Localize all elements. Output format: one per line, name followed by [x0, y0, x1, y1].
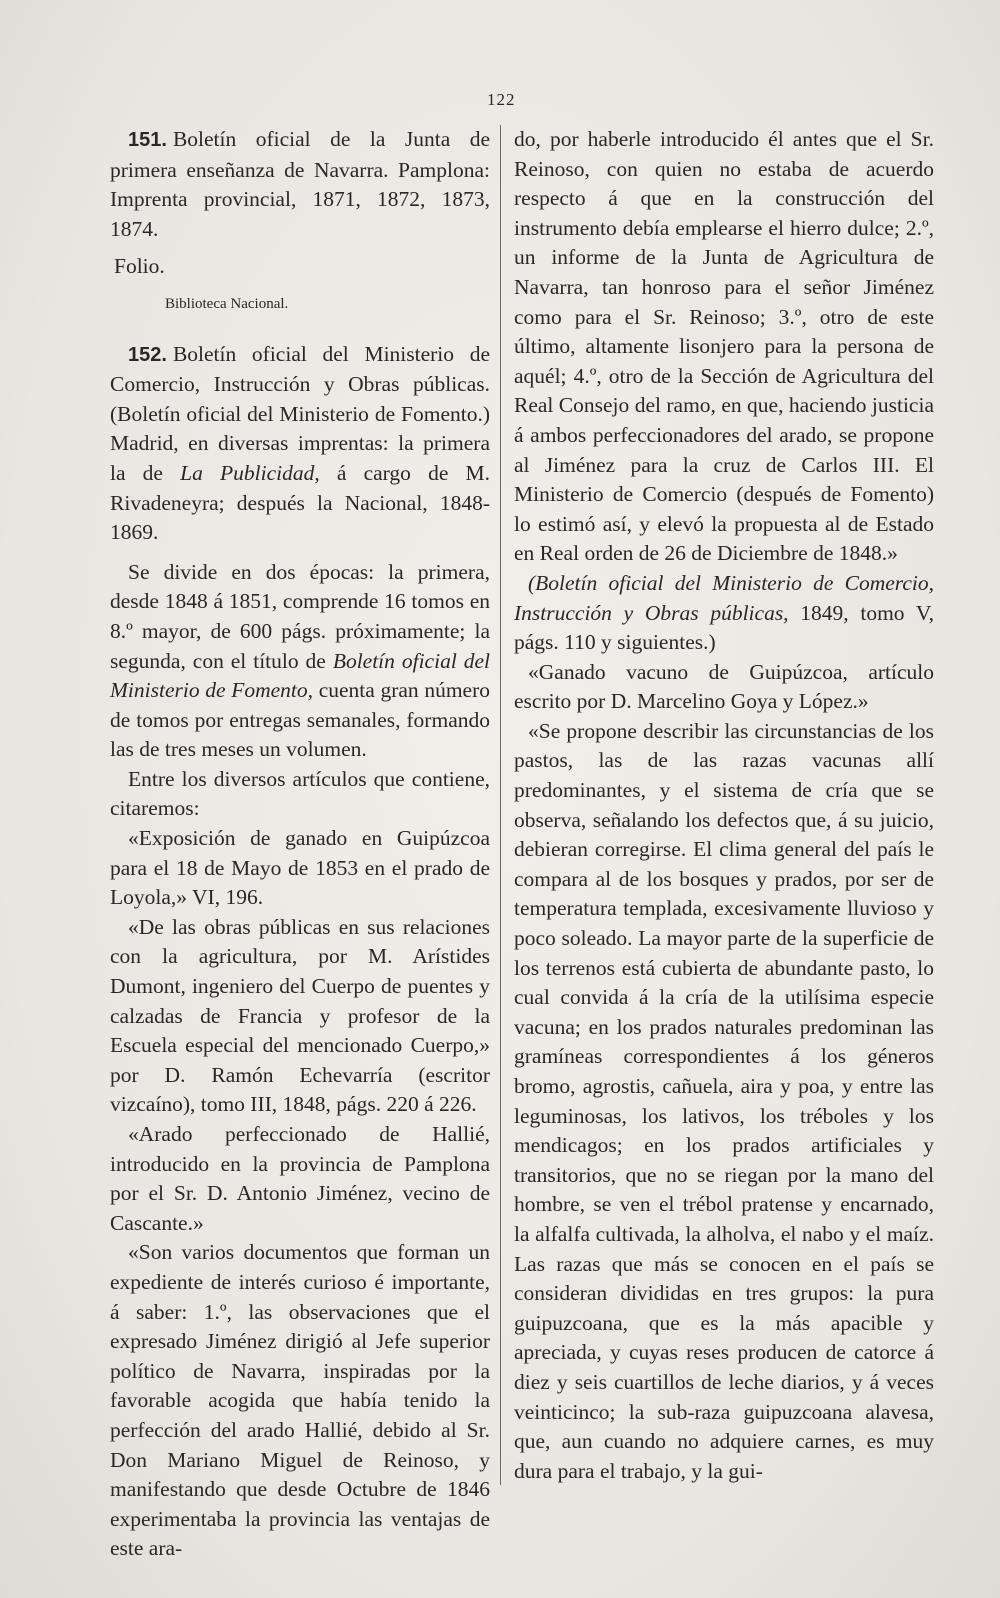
column-divider	[500, 125, 501, 1485]
paragraph: «Son varios documentos que forman un expediente de interés curioso é importante, á saber: 1.º, las observaciones que el expresado Jiménez dirigió al Jefe superior político de Navarra, inspiradas por la favorable acogida que había tenido la perfección del arado Hallié, debido al Sr. Don Mariano Miguel de Reinoso, y manifestando que desde Octubre de 1846 experimentaba la provincia las ventajas de este ara-	[110, 1240, 490, 1561]
paragraph	[514, 569, 934, 658]
right-column	[514, 125, 934, 1486]
entry-number: 152.	[128, 343, 167, 366]
paragraph: Entre los diversos artículos que contiene, citaremos:	[110, 766, 490, 821]
entry-number: 151.	[128, 129, 167, 151]
paragraph: «Ganado vacuno de Guipúzcoa, artículo escrito por D. Marcelino Goya y López.»	[514, 659, 934, 714]
page-number: 122	[487, 90, 516, 109]
paragraph: «Exposición de ganado en Guipúzcoa para el 18 de Mayo de 1853 en el prado de Loyola,» VI, 196.	[110, 826, 490, 910]
entry-title: Boletín oficial del Ministerio de Comercio, Instrucción y Obras públicas. (Boletín oficial del Ministerio de Fomento.) Madrid, en diversas imprentas: la primera la de	[110, 341, 490, 485]
paragraph: do, por haberle introducido él antes que el Sr. Reinoso, con quien no estaba de acuerdo respecto á que en la construcción del instrumento debía emplearse el hierro dulce; 2.º, un informe de la Junta de Agricultura de Navarra, tan honroso para el señor Jiménez como para el Sr. Reinoso; 3.º, otro de este último, altamente lisonjero para la persona de aquél; 4.º, otro de la Sección de Agricultura del Real Consejo del ramo, en que, haciendo justicia á ambos perfeccionadores del arado, se propone al Jiménez para la cruz de Carlos III. El Ministerio de Comercio (después de Fomento) lo estimó así, y elevó la propuesta al de Estado en Real orden de 26 de Diciembre de 1848.»	[514, 127, 934, 566]
paragraph-text: 1849, tomo V, págs. 110 y siguientes.)	[514, 600, 934, 655]
paragraph-text: Se divide en dos épocas: la primera, desde 1848 á 1851, comprende 16 tomos en 8.º mayor, de 600 págs. próximamente; la segunda, con el título de	[110, 559, 490, 673]
entry-title-rest: á cargo de M. Rivadeneyra; después la Nacional, 1848-1869.	[110, 460, 491, 545]
entry-151	[110, 125, 490, 320]
paragraph-italic: Boletín oficial del Ministerio de Fomento,	[110, 648, 490, 703]
paragraph-italic: (Boletín oficial del Ministerio de Comercio, Instrucción y Obras públicas,	[514, 570, 934, 625]
entry-title-italic: La Publicidad,	[180, 460, 320, 485]
paragraph: «De las obras públicas en sus relaciones con la agricultura, por M. Arístides Dumont, ingeniero del Cuerpo de puentes y calzadas de Francia y profesor de la Escuela especial del mencionado Cuerpo,» por D. Ramón Echevarría (escritor vizcaíno), tomo III, 1848, págs. 220 á 226.	[110, 914, 490, 1117]
paragraph-text: cuenta gran número de tomos por entregas semanales, formando las de tres meses un volumen.	[110, 678, 490, 762]
entry-152	[110, 340, 490, 548]
entry-location: Biblioteca Nacional.	[165, 295, 289, 312]
left-column	[110, 125, 490, 1564]
entry-format: Folio.	[114, 254, 165, 279]
paragraph	[110, 558, 490, 765]
paragraph: «Se propone describir las circunstancias de los pastos, las de las razas vacunas allí predominantes, y el sistema de cría que se observa, señalando los defectos que, á su juicio, debieran corregirse. El clima general del país le compara al de los bosques y prados, por ser de temperatura templada, excesivamente lluvioso y poco soleado. La mayor parte de la superficie de los terrenos está cubierta de abundante pasto, lo cual convida á la cría de la utilísima especie vacuna; en los prados naturales predominan las gramíneas correspondientes á los géneros bromo, agrostis, cañuela, aira y poa, y entre las leguminosas, los lativos, los tréboles y los mendicagos; en los prados artificiales y transitorios, que no se riegan por la mano del hombre, se ven el trébol pratense y encarnado, la alfalfa cultivada, la alholva, el nabo y el maíz. Las razas que más se conocen en el país se consideran divididas en tres grupos: la pura guipuzcoana, que es la más apacible y apreciada, y cuyas reses producen de catorce á diez y seis cuartillos de leche diarios, y á veces veinticinco; la sub-raza guipuzcoana alavesa, que, aun cuando no adquiere carnes, es muy dura para el trabajo, y la gui-	[514, 718, 934, 1483]
entry-title: Boletín oficial de la Junta de primera enseñanza de Navarra. Pamplona: Imprenta provincial, 1871, 1872, 1873, 1874.	[110, 127, 490, 241]
paragraph: «Arado perfeccionado de Hallié, introducido en la provincia de Pamplona por el Sr. D. Antonio Jiménez, vecino de Cascante.»	[110, 1122, 490, 1235]
